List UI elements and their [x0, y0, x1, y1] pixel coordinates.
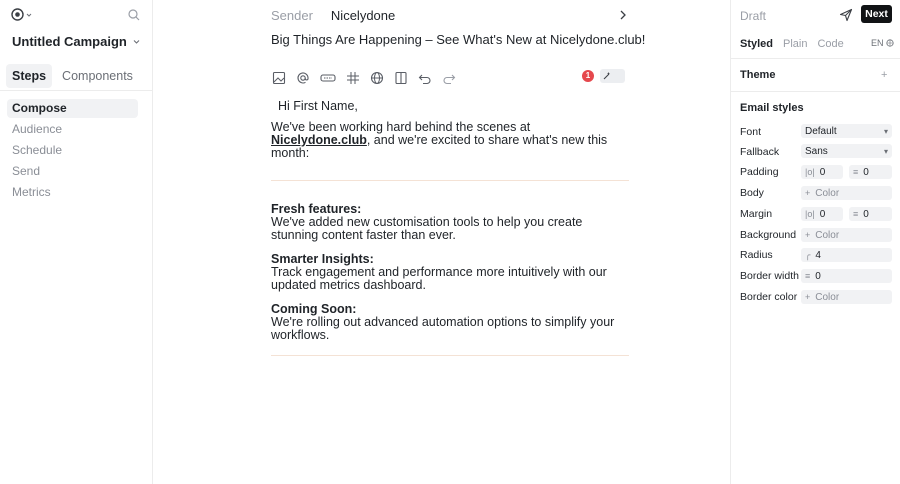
search-icon[interactable]	[127, 8, 141, 22]
email-intro	[271, 121, 629, 160]
background-color-picker[interactable]	[801, 228, 892, 242]
status-badge: Draft	[740, 9, 767, 23]
email-styles-heading: Email styles	[740, 102, 804, 114]
feature-block	[271, 303, 629, 342]
language-switcher[interactable]	[871, 38, 894, 48]
columns-icon[interactable]	[393, 70, 409, 86]
email-divider	[271, 355, 629, 356]
border-width-label: Border width	[740, 270, 799, 282]
vertical-margin-icon: ≡	[853, 209, 859, 219]
step-metrics[interactable]: Metrics	[12, 185, 51, 199]
plus-icon: +	[805, 292, 811, 302]
divider	[731, 58, 900, 59]
left-tabs	[6, 64, 139, 88]
corner-radius-icon: ╭	[805, 249, 811, 260]
font-value: Default	[805, 125, 837, 137]
chevron-right-icon[interactable]	[617, 9, 629, 21]
step-audience[interactable]: Audience	[12, 122, 63, 136]
sender-value[interactable]: Nicelydone	[330, 8, 396, 23]
settings-panel	[730, 0, 900, 484]
email-body[interactable]	[271, 100, 629, 356]
horizontal-margin-icon: |o|	[805, 209, 815, 219]
horizontal-padding-icon: |o|	[805, 167, 815, 177]
plus-icon: +	[805, 188, 811, 198]
fallback-value: Sans	[805, 145, 828, 157]
globe-icon[interactable]	[369, 70, 385, 86]
tab-components[interactable]: Components	[62, 69, 133, 83]
theme-heading: Theme	[740, 69, 776, 81]
feature-block	[271, 203, 629, 242]
feature-body: Track engagement and performance more intuitively with our updated metrics dashboard.	[271, 265, 607, 292]
image-icon[interactable]	[271, 70, 287, 86]
border-color-label: Border color	[740, 291, 798, 303]
sender-row	[271, 8, 395, 23]
fallback-select[interactable]	[801, 144, 892, 158]
spacer-icon[interactable]	[345, 70, 361, 86]
radius-input[interactable]	[801, 248, 892, 262]
padding-y-input[interactable]	[849, 165, 892, 179]
fallback-label: Fallback	[740, 146, 780, 158]
padding-label: Padding	[740, 166, 779, 178]
divider	[0, 90, 153, 91]
language-code: EN	[871, 38, 884, 48]
site-link[interactable]: Nicelydone.club	[271, 133, 367, 147]
margin-y-value: 0	[863, 208, 869, 220]
padding-y-value: 0	[863, 166, 869, 178]
intro-text-after: , and we're excited to share what's new this month:	[271, 133, 608, 160]
feature-block	[271, 253, 629, 292]
tab-styled[interactable]: Styled	[740, 38, 774, 50]
issues-badge[interactable]: 1	[582, 70, 594, 82]
editor-panel	[153, 0, 730, 484]
background-color-value: Color	[815, 229, 840, 241]
margin-label: Margin	[740, 208, 773, 220]
intro-text: We've been working hard behind the scenes at	[271, 120, 531, 134]
step-send[interactable]: Send	[12, 164, 41, 178]
radius-label: Radius	[740, 249, 773, 261]
plus-icon: +	[805, 230, 811, 240]
radius-value: 4	[815, 249, 821, 261]
next-button[interactable]: Next	[861, 5, 892, 23]
vertical-padding-icon: ≡	[853, 167, 859, 177]
redo-icon[interactable]	[441, 70, 457, 86]
feature-body: We've added new customisation tools to help you create stunning content faster than ever.	[271, 215, 583, 242]
tab-steps[interactable]: Steps	[6, 64, 52, 88]
logo-icon	[11, 8, 24, 21]
margin-x-value: 0	[819, 208, 826, 220]
tab-code[interactable]: Code	[817, 38, 844, 50]
border-width-input[interactable]	[801, 269, 892, 283]
tab-plain[interactable]: Plain	[783, 38, 808, 50]
sender-label: Sender	[271, 8, 313, 23]
step-compose[interactable]: Compose	[7, 99, 138, 118]
chevron-down-icon: ▾	[883, 146, 888, 156]
body-label: Body	[740, 187, 764, 199]
editor-toolbar	[271, 70, 465, 86]
divider	[731, 91, 900, 92]
body-color-value: Color	[815, 187, 840, 199]
margin-y-input[interactable]	[849, 207, 892, 221]
workspace-switcher[interactable]	[11, 8, 32, 21]
email-greeting: Hi First Name,	[278, 99, 358, 113]
wand-icon	[603, 72, 611, 80]
campaign-name: Untitled Campaign	[12, 34, 127, 49]
campaign-name-dropdown[interactable]	[12, 34, 140, 49]
feature-title: Fresh features:	[271, 202, 362, 216]
magic-wand-toggle[interactable]	[600, 69, 625, 83]
padding-x-input[interactable]	[801, 165, 843, 179]
globe-icon	[886, 39, 894, 47]
steps-list	[7, 99, 138, 204]
chevron-down-icon	[133, 38, 140, 45]
font-select[interactable]	[801, 124, 892, 138]
format-tabs	[740, 38, 844, 50]
step-schedule[interactable]: Schedule	[12, 143, 63, 157]
border-width-value: 0	[815, 270, 821, 282]
feature-title: Smarter Insights:	[271, 252, 374, 266]
body-color-picker[interactable]	[801, 186, 892, 200]
chevron-down-icon	[26, 12, 32, 18]
border-width-icon: ≡	[805, 271, 811, 281]
chevron-down-icon: ▾	[883, 126, 888, 136]
button-block-icon[interactable]	[319, 70, 337, 86]
plus-icon[interactable]: +	[881, 69, 888, 81]
undo-icon[interactable]	[417, 70, 433, 86]
subject-line[interactable]: Big Things Are Happening – See What's New at Nicelydone.club!	[271, 32, 646, 47]
mention-icon[interactable]	[295, 70, 311, 86]
left-panel	[0, 0, 153, 484]
font-label: Font	[740, 126, 762, 138]
email-divider	[271, 180, 629, 181]
margin-x-input[interactable]	[801, 207, 843, 221]
border-color-value: Color	[815, 291, 840, 303]
feature-body: We're rolling out advanced automation options to simplify your workflows.	[271, 315, 615, 342]
padding-x-value: 0	[819, 166, 826, 178]
send-test-icon[interactable]	[839, 8, 853, 22]
border-color-picker[interactable]	[801, 290, 892, 304]
background-label: Background	[740, 229, 797, 241]
feature-title: Coming Soon:	[271, 302, 357, 316]
